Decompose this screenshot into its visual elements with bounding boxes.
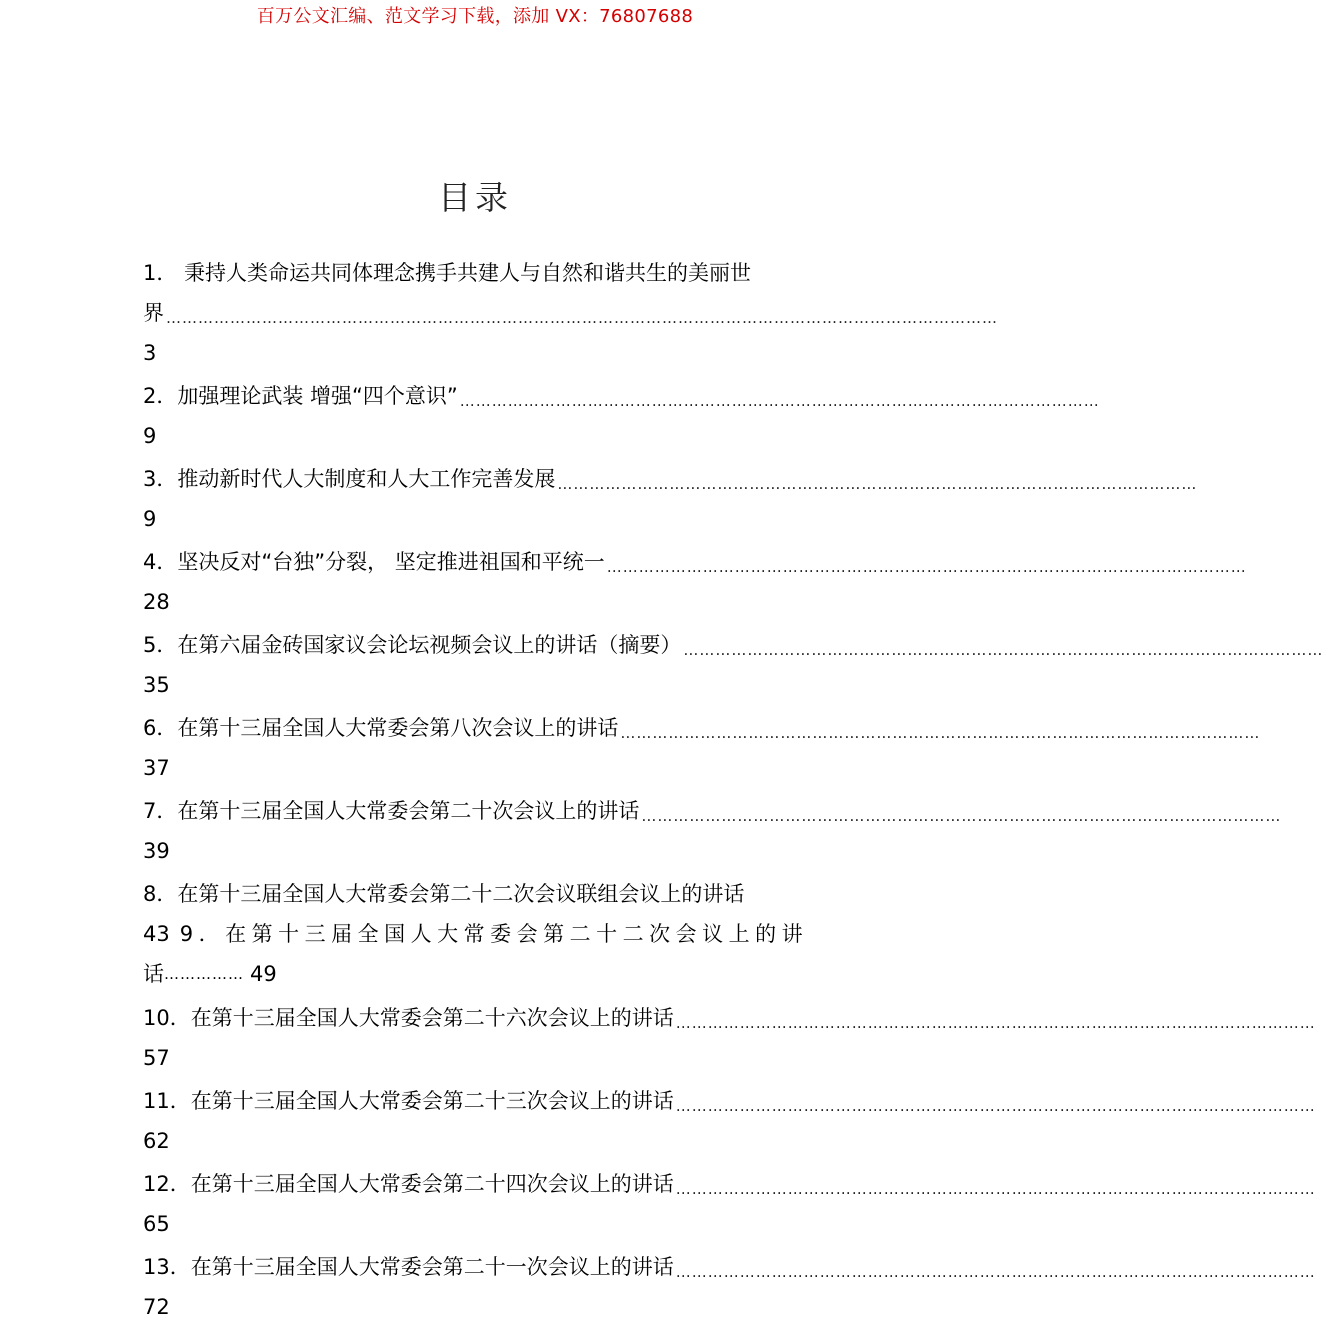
toc-entry-3[interactable] — [143, 459, 1198, 542]
toc-entry-5[interactable] — [143, 625, 1323, 708]
toc-page-number: 9 — [143, 424, 157, 448]
toc-entry-title: 11．在第十三届全国人大常委会第二十三次会议上的讲话 — [143, 1089, 674, 1113]
toc-page-number: 43 — [143, 922, 170, 946]
toc-leader-dots: ………………………………………………………………………………………………………………………………………… — [166, 309, 998, 327]
toc-entry-title: 5．在第六届金砖国家议会论坛视频会议上的讲话（摘要） — [143, 633, 682, 657]
toc-entry-1[interactable] — [143, 253, 998, 376]
toc-entry-title: 4．坚决反对“台独”分裂， 坚定推进祖国和平统一 — [143, 550, 605, 574]
toc-leader-dots: ………………………………………………………………………………………………………… — [459, 392, 1100, 410]
toc-entry-title: 2．加强理论武装 增强“四个意识” — [143, 384, 458, 408]
toc-leader-dots: …………… — [164, 965, 244, 983]
toc-entry-title: 1． 秉持人类命运共同体理念携手共建人与自然和谐共生的美丽世 — [143, 261, 752, 285]
toc-page-number: 28 — [143, 590, 170, 614]
toc-leader-dots: ………………………………………………………………………………………………………… — [683, 641, 1323, 659]
toc-entry-title: 9．在第十三届全国人大常委会第二十二次会议上的讲 — [179, 922, 809, 946]
toc-entry-8[interactable] — [143, 874, 813, 914]
toc-page-number: 9 — [143, 507, 157, 531]
toc-leader-dots: ………………………………………………………………………………………………………… — [557, 475, 1198, 493]
toc-leader-dots: ………………………………………………………………………………………………………… — [641, 807, 1282, 825]
toc-page-number: 35 — [143, 673, 170, 697]
toc-page-number: 62 — [143, 1129, 170, 1153]
toc-entry-title-cont: 话 — [143, 962, 164, 986]
toc-page-number: 49 — [250, 962, 277, 986]
toc-entry-4[interactable] — [143, 542, 1247, 625]
toc-page-number: 57 — [143, 1046, 170, 1070]
toc-entry-title: 10．在第十三届全国人大常委会第二十六次会议上的讲话 — [143, 1006, 674, 1030]
toc-page-number: 39 — [143, 839, 170, 863]
toc-page-number: 72 — [143, 1295, 170, 1319]
toc-page-number: 37 — [143, 756, 170, 780]
toc-leader-dots: ………………………………………………………………………………………………………… — [675, 1014, 1316, 1032]
toc-entry-6[interactable] — [143, 708, 1261, 791]
toc-entry-13[interactable] — [143, 1247, 1316, 1330]
header-banner: 百万公文汇编、范文学习下载，添加 VX：76807688 — [256, 6, 694, 27]
toc-entry-7[interactable] — [143, 791, 1282, 874]
toc-entry-title: 13．在第十三届全国人大常委会第二十一次会议上的讲话 — [143, 1255, 674, 1279]
toc-leader-dots: ………………………………………………………………………………………………………… — [675, 1180, 1316, 1198]
toc-leader-dots: ………………………………………………………………………………………………………… — [620, 724, 1261, 742]
toc-entry-10[interactable] — [143, 998, 1316, 1081]
toc-page-number: 3 — [143, 341, 157, 365]
toc-leader-dots: ………………………………………………………………………………………………………… — [606, 558, 1247, 576]
toc-page-number: 65 — [143, 1212, 170, 1236]
toc-entry-title: 6．在第十三届全国人大常委会第八次会议上的讲话 — [143, 716, 619, 740]
toc-entry-title: 7．在第十三届全国人大常委会第二十次会议上的讲话 — [143, 799, 640, 823]
document-title: 目录 — [438, 178, 512, 217]
toc-entry-title: 8．在第十三届全国人大常委会第二十二次会议联组会议上的讲话 — [143, 882, 745, 906]
toc-entry-2[interactable] — [143, 376, 1100, 459]
toc-entry-12[interactable] — [143, 1164, 1316, 1247]
table-of-contents — [143, 253, 1323, 1330]
toc-entry-9[interactable] — [143, 914, 813, 998]
toc-leader-dots: ………………………………………………………………………………………………………… — [675, 1097, 1316, 1115]
toc-entry-11[interactable] — [143, 1081, 1316, 1164]
toc-entry-title: 3．推动新时代人大制度和人大工作完善发展 — [143, 467, 556, 491]
toc-entry-title-cont: 界 — [143, 301, 164, 325]
toc-entry-title: 12．在第十三届全国人大常委会第二十四次会议上的讲话 — [143, 1172, 674, 1196]
toc-leader-dots: ………………………………………………………………………………………………………… — [675, 1263, 1316, 1281]
